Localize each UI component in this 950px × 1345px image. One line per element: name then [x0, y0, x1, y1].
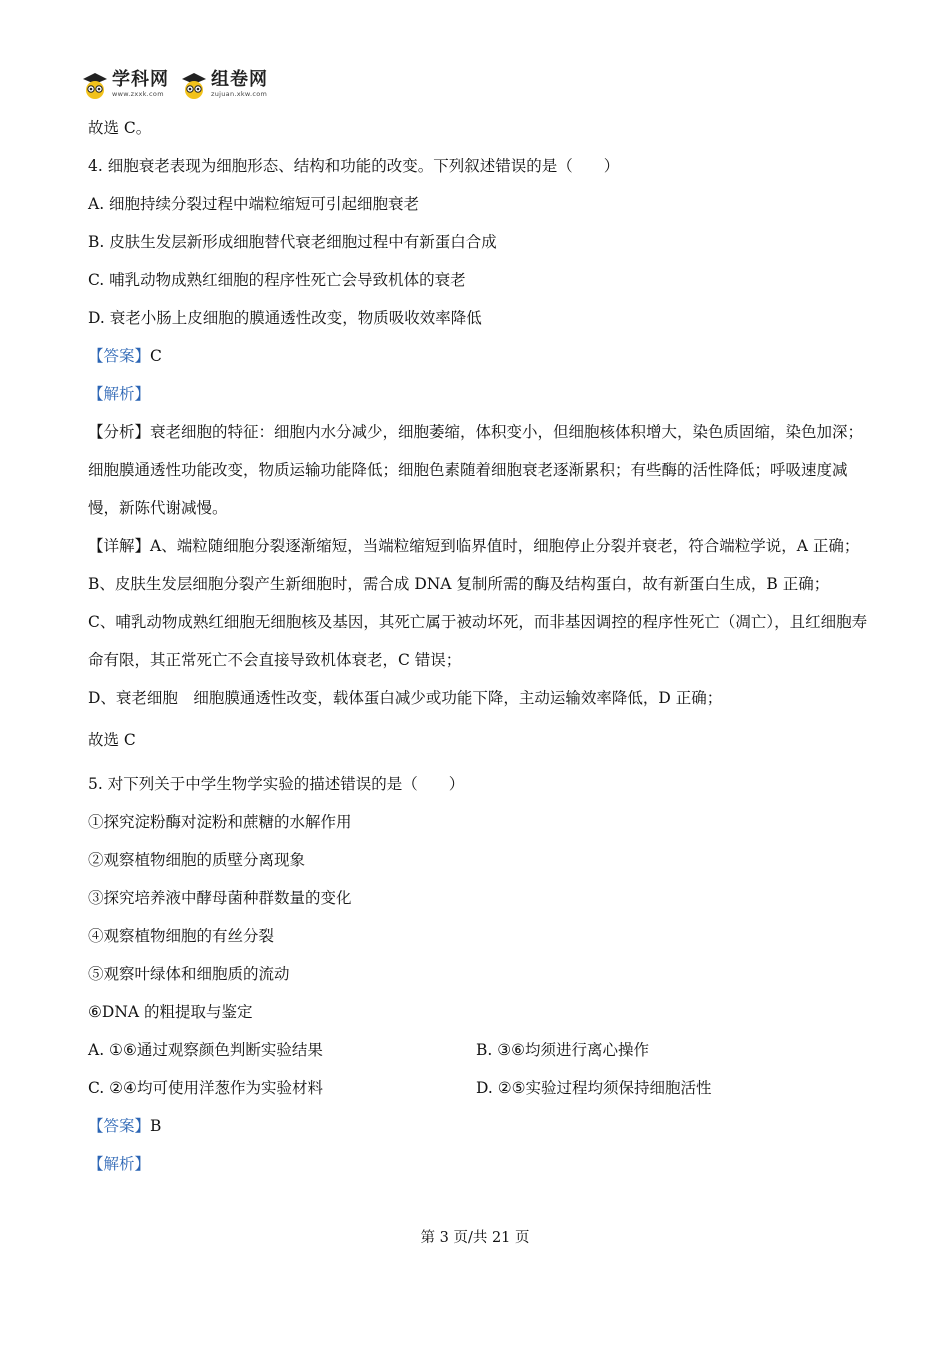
- question-5-item-5: ⑤观察叶绿体和细胞质的流动: [88, 965, 290, 983]
- answer-tag: 【答案】: [88, 347, 151, 365]
- question-4-xiangjie: [88, 527, 878, 565]
- analysis-tag: 【解析】: [88, 385, 151, 403]
- question-4-option-b: B. 皮肤生发层新形成细胞替代衰老细胞过程中有新蛋白合成: [88, 233, 497, 251]
- question-4-option-d: D. 衰老小肠上皮细胞的膜通透性改变，物质吸收效率降低: [88, 309, 482, 327]
- xiangjie-tag: 【详解】: [88, 537, 151, 555]
- question-4-analysis-heading: [88, 375, 878, 413]
- logo-zxxk[interactable]: [82, 71, 169, 101]
- logo-url: zujuan.xkw.com: [211, 90, 268, 98]
- question-5-option-a: A. ①⑥通过观察颜色判断实验结果: [88, 1041, 323, 1059]
- question-5-options-row-1: [88, 1031, 878, 1069]
- question-4-conclusion: 故选 C: [88, 731, 136, 749]
- question-5-item-3: ③探究培养液中酵母菌种群数量的变化: [88, 889, 352, 907]
- question-4-detail-b: B、皮肤生发层细胞分裂产生新细胞时，需合成 DNA 复制所需的酶及结构蛋白，故有新蛋白生成，B 正确；: [88, 575, 830, 593]
- question-5-options-row-2: [88, 1069, 878, 1107]
- logo-zujuan[interactable]: [181, 71, 268, 101]
- question-4-fenxi: [88, 413, 878, 527]
- question-5-option-b: B. ③⑥均须进行离心操作: [476, 1041, 650, 1059]
- graduation-cap-owl-icon: [82, 71, 108, 101]
- question-5-analysis-heading: [88, 1145, 878, 1183]
- fenxi-tag: 【分析】: [88, 423, 151, 441]
- question-5-stem: 5. 对下列关于中学生物学实验的描述错误的是（ ）: [88, 775, 465, 793]
- document-body: [88, 109, 878, 1183]
- analysis-tag: 【解析】: [88, 1155, 151, 1173]
- graduation-cap-owl-icon: [181, 71, 207, 101]
- page-number: 第 3 页/共 21 页: [420, 1230, 530, 1246]
- question-5-answer: [88, 1107, 878, 1145]
- question-4-stem: 4. 细胞衰老表现为细胞形态、结构和功能的改变。下列叙述错误的是（ ）: [88, 157, 620, 175]
- fenxi-text: 衰老细胞的特征：细胞内水分减少，细胞萎缩，体积变小，但细胞核体积增大，染色质固缩，染色加深；细胞膜通透性功能改变，物质运输功能降低；细胞色素随着细胞衰老逐渐累积；有些酶的活性降低；呼吸速度减慢，新陈代谢减慢。: [88, 423, 864, 517]
- question-5-item-2: ②观察植物细胞的质壁分离现象: [88, 851, 306, 869]
- logo-url: www.zxxk.com: [112, 90, 164, 98]
- question-5-item-1: ①探究淀粉酶对淀粉和蔗糖的水解作用: [88, 813, 352, 831]
- question-5-item-6: ⑥DNA 的粗提取与鉴定: [88, 1003, 253, 1021]
- answer-tag: 【答案】: [88, 1117, 151, 1135]
- question-4-detail-c: C、哺乳动物成熟红细胞无细胞核及基因，其死亡属于被动坏死，而非基因调控的程序性死亡（凋亡），且红细胞寿命有限，其正常死亡不会直接导致机体衰老，C 错误；: [88, 613, 868, 669]
- answer-value: B: [150, 1117, 162, 1135]
- question-4-option-c: C. 哺乳动物成熟红细胞的程序性死亡会导致机体的衰老: [88, 271, 466, 289]
- header-logos: [82, 68, 268, 104]
- xiangjie-text: A、端粒随细胞分裂逐渐缩短，当端粒缩短到临界值时，细胞停止分裂并衰老，符合端粒学说，A 正确；: [150, 537, 860, 555]
- question-5-option-d: D. ②⑤实验过程均须保持细胞活性: [476, 1079, 712, 1097]
- question-4-answer: [88, 337, 878, 375]
- question-4-detail-d: D、衰老细胞 细胞膜通透性改变，载体蛋白减少或功能下降，主动运输效率降低，D 正确；: [88, 689, 723, 707]
- question-4-option-a: A. 细胞持续分裂过程中端粒缩短可引起细胞衰老: [88, 195, 420, 213]
- question-5-item-4: ④观察植物细胞的有丝分裂: [88, 927, 275, 945]
- question-5-option-c: C. ②④均可使用洋葱作为实验材料: [88, 1079, 323, 1097]
- logo-name: 组卷网: [211, 69, 268, 90]
- previous-conclusion: 故选 C。: [88, 119, 152, 137]
- logo-name: 学科网: [112, 69, 169, 90]
- answer-value: C: [150, 347, 162, 365]
